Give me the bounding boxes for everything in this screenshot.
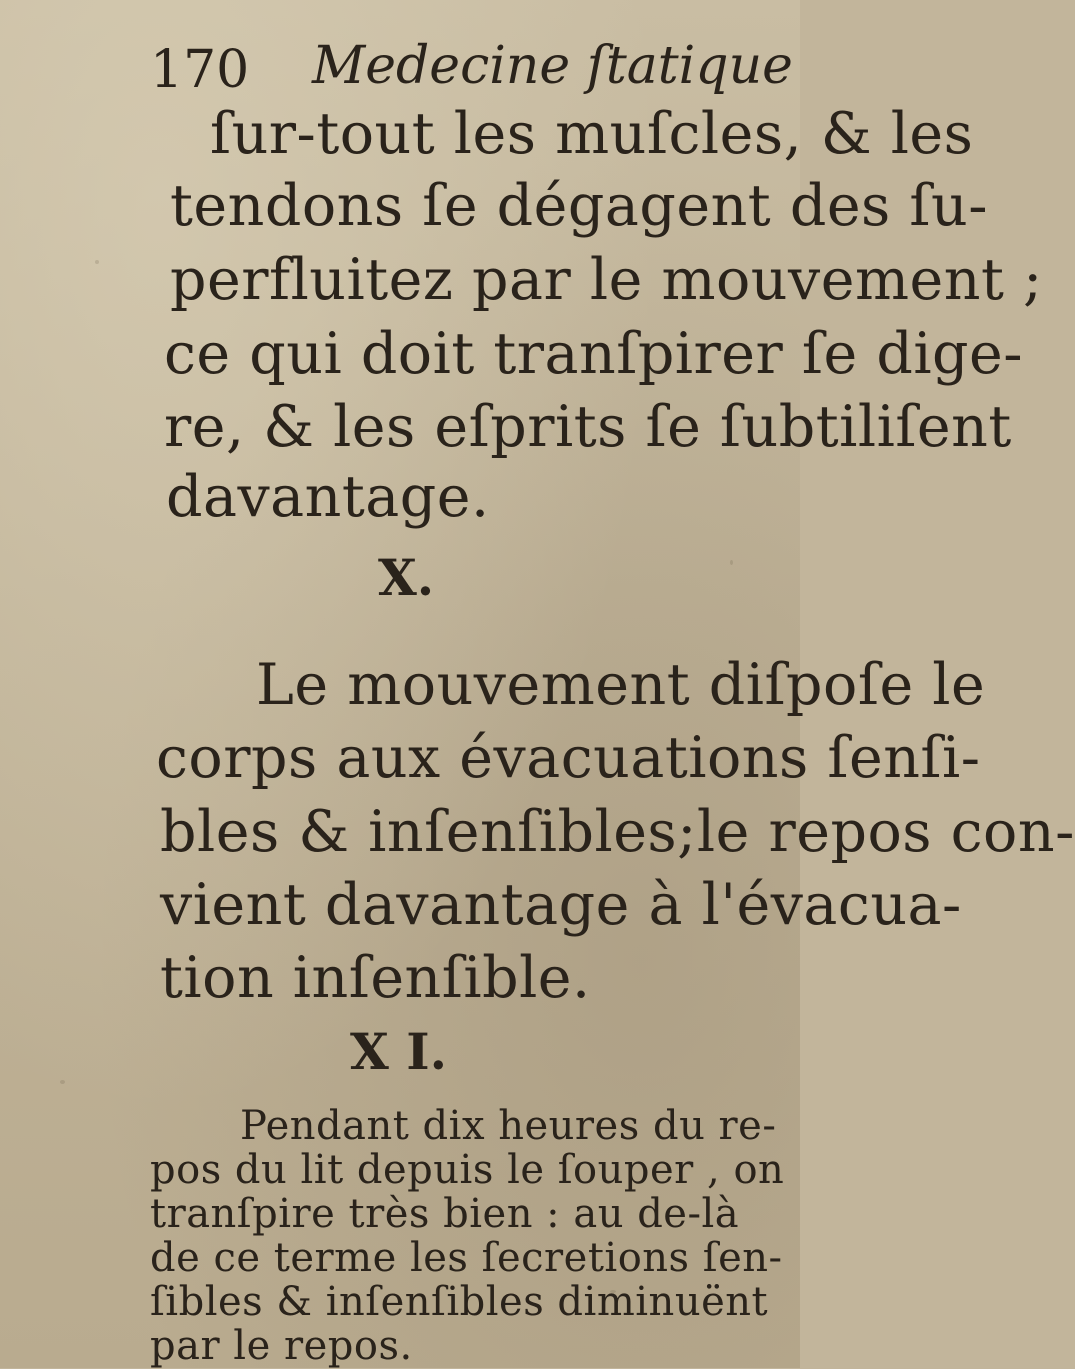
text-line: de ce terme les ſecretions ſen- — [150, 1235, 783, 1281]
text-line: ſibles & inſenſibles diminuënt — [150, 1279, 769, 1325]
text-line: Pendant dix heures du re- — [240, 1103, 777, 1149]
paper-speck — [60, 1080, 65, 1084]
text-line: ce qui doit tranſpirer ſe dige- — [164, 321, 1024, 387]
paper-speck — [95, 260, 99, 264]
text-line: tion inſenſible. — [160, 945, 591, 1011]
text-line: re, & les eſprits ſe ſubtiliſent — [164, 394, 1012, 460]
text-line: tendons ſe dégagent des ſu- — [170, 173, 988, 239]
paper-speck — [730, 560, 733, 565]
text-line: vient davantage à l'évacua- — [160, 872, 962, 938]
text-line: par le repos. — [150, 1323, 413, 1369]
page-number: 170 — [150, 40, 250, 100]
section-heading-x: X. — [378, 548, 435, 607]
text-line: pos du lit depuis le ſouper , on — [150, 1147, 785, 1193]
text-line: corps aux évacuations ſenſi- — [156, 725, 981, 791]
section-heading-xi: X I. — [350, 1022, 447, 1081]
text-line: bles & inſenſibles;le repos con- — [160, 799, 1075, 865]
running-title: Medecine ſtatique — [312, 36, 793, 96]
text-line: ſur-tout les muſcles, & les — [210, 101, 974, 167]
text-line: perfluitez par le mouvement ; — [170, 247, 1043, 313]
text-line: tranſpire très bien : au de-là — [150, 1191, 740, 1237]
text-line: Le mouvement diſpoſe le — [256, 652, 986, 718]
text-line: davantage. — [166, 464, 490, 530]
